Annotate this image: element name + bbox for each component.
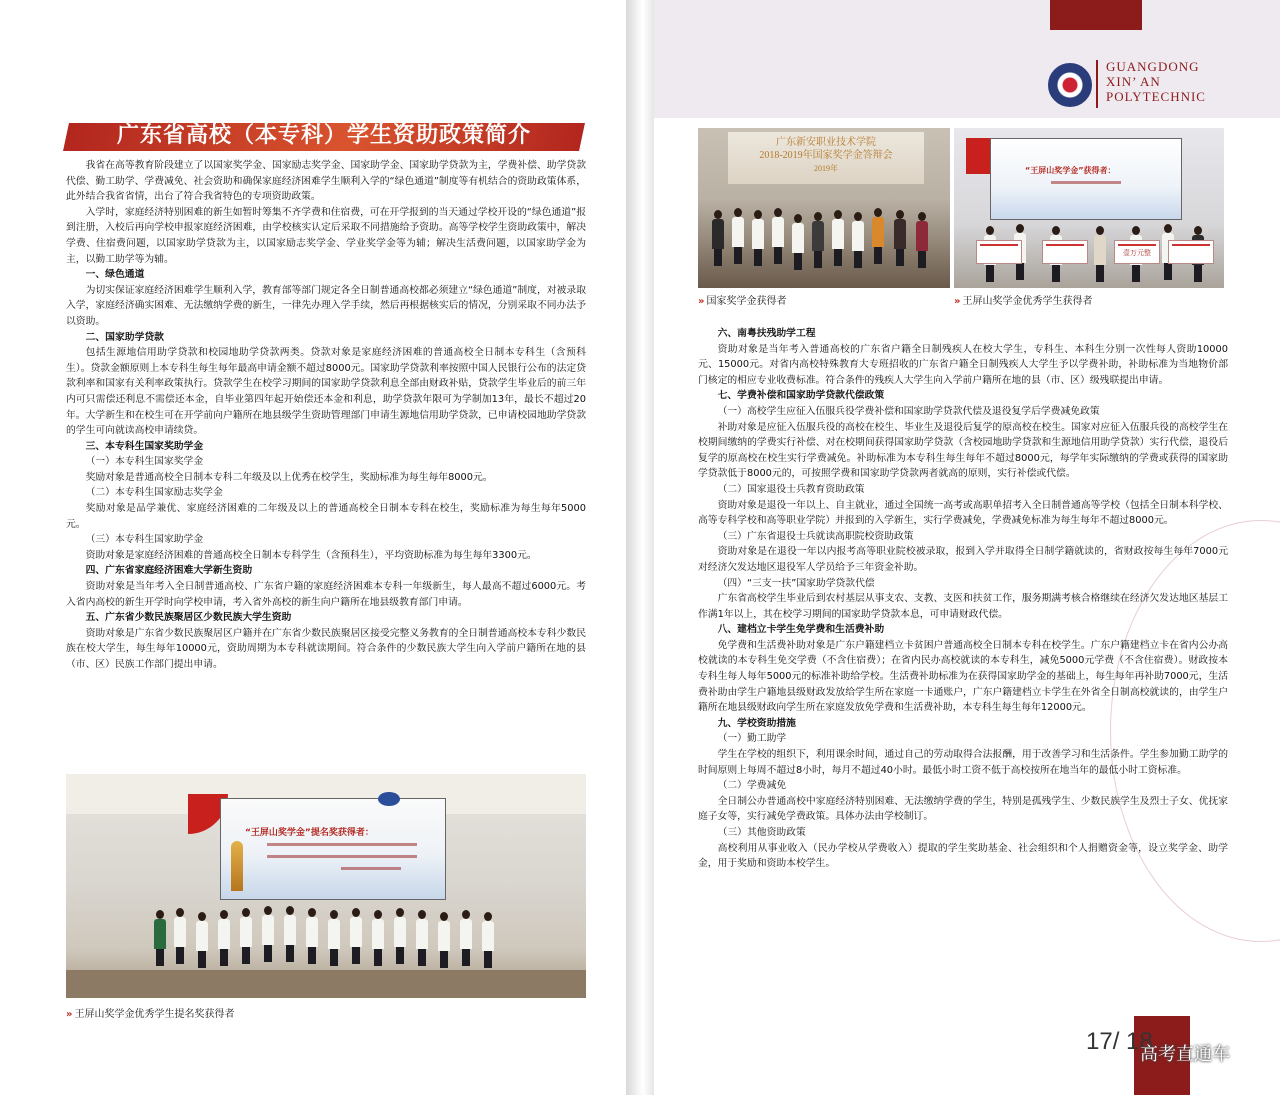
subbody-9-2: 全日制公办普通高校中家庭经济特别困难、无法缴纳学费的学生，特别是孤残学生、少数民族学生及烈士子女、优抚家庭子女等，实行减免学费政策。具体办法由学校制订。 <box>698 795 1228 823</box>
subheading-9-3: （三）其他资助政策 <box>717 827 806 838</box>
subheading-9-1: （一）勤工助学 <box>717 733 787 745</box>
subbody-3-2: 奖励对象是品学兼优、家庭经济困难的二年级及以上的普通高校全日制本专科在校生，奖励标准为每生每年5000元。 <box>66 503 586 530</box>
caption-national-scholarship <box>698 292 786 307</box>
page-number: 17/ 18 <box>1086 1028 1153 1055</box>
section-heading-1: 一、绿色通道 <box>85 269 145 281</box>
page-title: 广东省高校（本专科）学生资助政策简介 <box>116 123 531 148</box>
double-chevron-right-icon: » <box>698 296 705 307</box>
double-chevron-right-icon: » <box>954 296 961 307</box>
cheque-board-4 <box>1168 240 1214 264</box>
section-heading-9: 九、学校资助措施 <box>717 717 796 729</box>
subbody-7-4: 广东省高校学生毕业后到农村基层从事支农、支教、支医和扶贫工作，服务期满考核合格继续在经济欠发达地区基层工作满1年以上，其在校学习期间的国家助学贷款本息，可申请财政代偿。 <box>698 593 1228 620</box>
subheading-3-3: （三）本专科生国家助学金 <box>85 534 204 546</box>
intro-paragraph-1: 我省在高等教育阶段建立了以国家奖学金、国家励志奖学金、国家助学金、国家助学贷款为主，学费补偿、助学贷款代偿、勤工助学、学费减免、社会资助和确保家庭经济困难学生顺利入学的“绿色通道”制度等有机结合的资助政策体系，此外结合我省省情，出台了符合我省特色的专项资助政策。 <box>66 160 586 203</box>
banner-line-2: 2018-2019年国家奖学金答辩会 <box>759 150 893 161</box>
brand-line-1: GUANGDONG <box>1106 59 1200 74</box>
caption-scholarship-winners <box>954 292 1092 307</box>
left-text-column <box>66 158 586 673</box>
right-page <box>640 0 1280 1095</box>
subbody-3-1: 奖励对象是普通高校全日制本专科二年级及以上优秀在校学生，奖励标准为每生每年8000元。 <box>85 471 493 483</box>
title-banner <box>66 119 582 153</box>
subbody-7-1: 补助对象是应征入伍服兵役的高校在校生、毕业生及退役后复学的原高校在校生。国家对应征入伍服兵役的高校学生在校期间缴纳的学费实行补偿、对在校期间获得国家助学贷款（含校园地助学贷款和生源地信用助学贷款）实行代偿，退役后复学的原高校在校生实行学费减免。补助标准为本专科生每生每年不超过8000元，每学年实际缴纳的学费或获得的国家助学贷款低于8000元的，可按照学费和国家助学贷款两者就高的原则，实行补偿或代偿。 <box>698 421 1228 480</box>
subbody-3-3: 资助对象是家庭经济困难的普通高校全日制本专科学生（含预科生），平均资助标准为每生每年3300元。 <box>85 549 537 561</box>
brand-line-3: POLYTECHNIC <box>1106 89 1206 104</box>
section-body-8: 免学费和生活费补助对象是广东户籍建档立卡贫困户普通高校全日制本专科在校学生。广东户籍建档立卡在省内公办高校就读的本专科生免交学费（不含住宿费）；在省内民办高校就读的本专科生，减免5000元学费（不含住宿费）。财政按本专科生每人每年5000元的标准补助给学校。生活费补助标准为在获得国家助学金的基础上，每生每年再补助7000元，生活费补助由学生户籍地县级财政发放给学生所在家庭一卡通账户，广东户籍建档立卡学生在外省全日制高校就读的，由学生户籍所在地县级财政向学生所在家庭发放免学费和生活费补助，本专科生每生每年12000元。 <box>698 639 1228 714</box>
subheading-9-2: （二）学费减免 <box>717 780 787 792</box>
subheading-3-1: （一）本专科生国家奖学金 <box>85 456 204 468</box>
caption-nominee-winners <box>66 1005 234 1020</box>
banner-line-3: 2019年 <box>814 164 838 173</box>
photo-national-scholarship <box>698 128 950 288</box>
screen-title: “王屏山奖学金”获得者： <box>1025 166 1116 175</box>
caption-text: 国家奖学金获得者 <box>706 296 787 307</box>
section-heading-2: 二、国家助学贷款 <box>85 331 164 343</box>
section-body-5: 资助对象是广东省少数民族聚居区户籍并在广东省少数民族聚居区接受完整义务教育的全日制普通高校本专科少数民族在校大学生，每生每年10000元，资助周期为本专科就读期间。符合条件的少数民族大学生向入学前户籍所在地的县（市、区）民族工作部门提出申请。 <box>66 627 586 670</box>
section-heading-8: 八、建档立卡学生免学费和生活费补助 <box>717 624 885 636</box>
book-gutter <box>626 0 654 1095</box>
subheading-7-1: （一）高校学生应征入伍服兵役学费补偿和国家助学贷款代偿及退役复学后学费减免政策 <box>717 405 1100 417</box>
subbody-9-3: 高校利用从事业收入（民办学校从学费收入）提取的学生奖助基金、社会组织和个人捐赠资金等，设立奖学金、助学金，用于奖励和资助本校学生。 <box>698 842 1228 870</box>
cheque-board-1 <box>976 240 1022 264</box>
caption-text: 王屏山奖学金优秀学生提名奖获得者 <box>74 1009 235 1020</box>
cheque-amount: 壹万元整 <box>1123 249 1151 257</box>
right-text-column <box>698 326 1228 872</box>
section-heading-7: 七、学费补偿和国家助学贷款代偿政策 <box>717 390 885 402</box>
section-heading-4: 四、广东省家庭经济困难大学新生资助 <box>85 565 253 577</box>
intro-paragraph-2: 入学时，家庭经济特别困难的新生如暂时筹集不齐学费和住宿费，可在开学报到的当天通过学校开设的“绿色通道”报到注册，入校后再向学校申报家庭经济困难，由学校核实认定后采取不同措施给予资助。高等学校学生资助政策中，解决学费、住宿费问题，以国家助学贷款为主，以国家励志奖学金、学业奖学金等为辅；解决生活费问题，以国家助学金为主，以勤工助学等为辅。 <box>66 206 586 265</box>
school-logo-icon <box>1048 63 1092 107</box>
group-of-winners <box>698 128 950 288</box>
section-body-1: 为切实保证家庭经济困难学生顺利入学，教育部等部门规定各全日制普通高校都必须建立“绿色通道”制度，对被录取入学，家庭经济确实困难、无法缴纳学费的新生，一律先办理入学手续，然后再根据核实后的情况，分别采取不同办法予以资助。 <box>66 284 586 327</box>
subheading-3-2: （二）本专科生国家励志奖学金 <box>85 487 223 499</box>
subbody-9-1: 学生在学校的组织下，利用课余时间，通过自己的劳动取得合法报酬，用于改善学习和生活条件。学生参加勤工助学的时间原则上每周不超过8小时，每月不超过40小时。最低小时工资不低于高校按所在地当年的最低小时工资标准。 <box>698 749 1228 776</box>
school-brand <box>1106 59 1206 104</box>
cheque-board-3 <box>1114 240 1160 264</box>
subbody-7-3: 资助对象是在退役一年以内报考高等职业院校被录取，报到入学并取得全日制学籍就读的，省财政按每生每年7000元对经济欠发达地区退役军人学员给予三年资金补助。 <box>698 546 1228 573</box>
section-body-2: 包括生源地信用助学贷款和校园地助学贷款两类。贷款对象是家庭经济困难的普通高校全日制本专科生（含预科生）。贷款金额原则上本专科生每生每年最高申请金额不超过8000元。国家助学贷款利率按照中国人民银行公布的法定贷款利率和国家有关利率政策执行。贷款学生在校学习期间的国家助学贷款利息全部由财政补贴，贷款学生毕业后的前三年内可只需偿还利息不需偿还本金，自毕业第四年起开始偿还本金和利息，助学贷款年限可为学制加13年，最长不超过20年。大学新生和在校生可在开学前向户籍所在地县级学生资助管理部门申请生源地信用助学贷款，已申请校园地助学贷款的学生可向就读高校申请续贷。 <box>66 347 586 437</box>
section-body-6: 资助对象是当年考入普通高校的广东省户籍全日制残疾人在校大学生，专科生、本科生分别一次性每人资助10000元、15000元。对省内高校特殊教育大专班招收的广东省户籍全日制残疾人大学生予以学费补助，补助标准为当地物价部门核定的相应专业收费标准。符合条件的残疾人大学生向入学前户籍所在地的县（市、区）级残联提出申请。 <box>698 343 1228 386</box>
screen-title: “王屏山奖学金”提名奖获得者： <box>245 828 374 838</box>
subbody-7-2: 资助对象是退役一年以上、自主就业，通过全国统一高考或高职单招考入全日制普通高等学校（包括全日制本科学校、高等专科学校和高等职业学院）并报到的入学新生，实行学费减免，学费减免标准为每生每年不超过8000元。 <box>698 499 1228 527</box>
subheading-7-4: （四）“三支一扶”国家助学贷款代偿 <box>717 577 875 589</box>
header-red-tab <box>1050 0 1142 30</box>
subheading-7-3: （三）广东省退役士兵就读高职院校资助政策 <box>717 530 914 542</box>
double-chevron-right-icon: » <box>66 1009 73 1020</box>
floor <box>66 970 586 998</box>
section-heading-5: 五、广东省少数民族聚居区少数民族大学生资助 <box>85 612 292 624</box>
cheque-board-2 <box>1042 240 1088 264</box>
section-body-4: 资助对象是当年考入全日制普通高校、广东省户籍的家庭经济困难本专科一年级新生，每人最高不超过6000元。考入省内高校的新生开学时向学校申请，考入省外高校的新生向户籍所在地县级教育部门申请。 <box>66 581 586 608</box>
group-with-cheques <box>954 128 1224 288</box>
caption-text: 王屏山奖学金优秀学生获得者 <box>962 296 1093 307</box>
watermark-text: 高考直通车 <box>1140 1044 1230 1065</box>
banner-line-1: 广东新安职业技术学院 <box>776 137 876 148</box>
section-heading-3: 三、本专科生国家奖助学金 <box>85 440 204 452</box>
group-of-students <box>66 774 586 998</box>
photo-scholarship-winners <box>954 128 1224 288</box>
subheading-7-2: （二）国家退役士兵教育资助政策 <box>717 483 865 495</box>
section-heading-6: 六、南粤扶残助学工程 <box>717 328 816 339</box>
brand-divider <box>1096 60 1098 108</box>
photo-nominee-winners <box>66 774 586 998</box>
brand-line-2: XIN’ AN <box>1106 74 1161 89</box>
